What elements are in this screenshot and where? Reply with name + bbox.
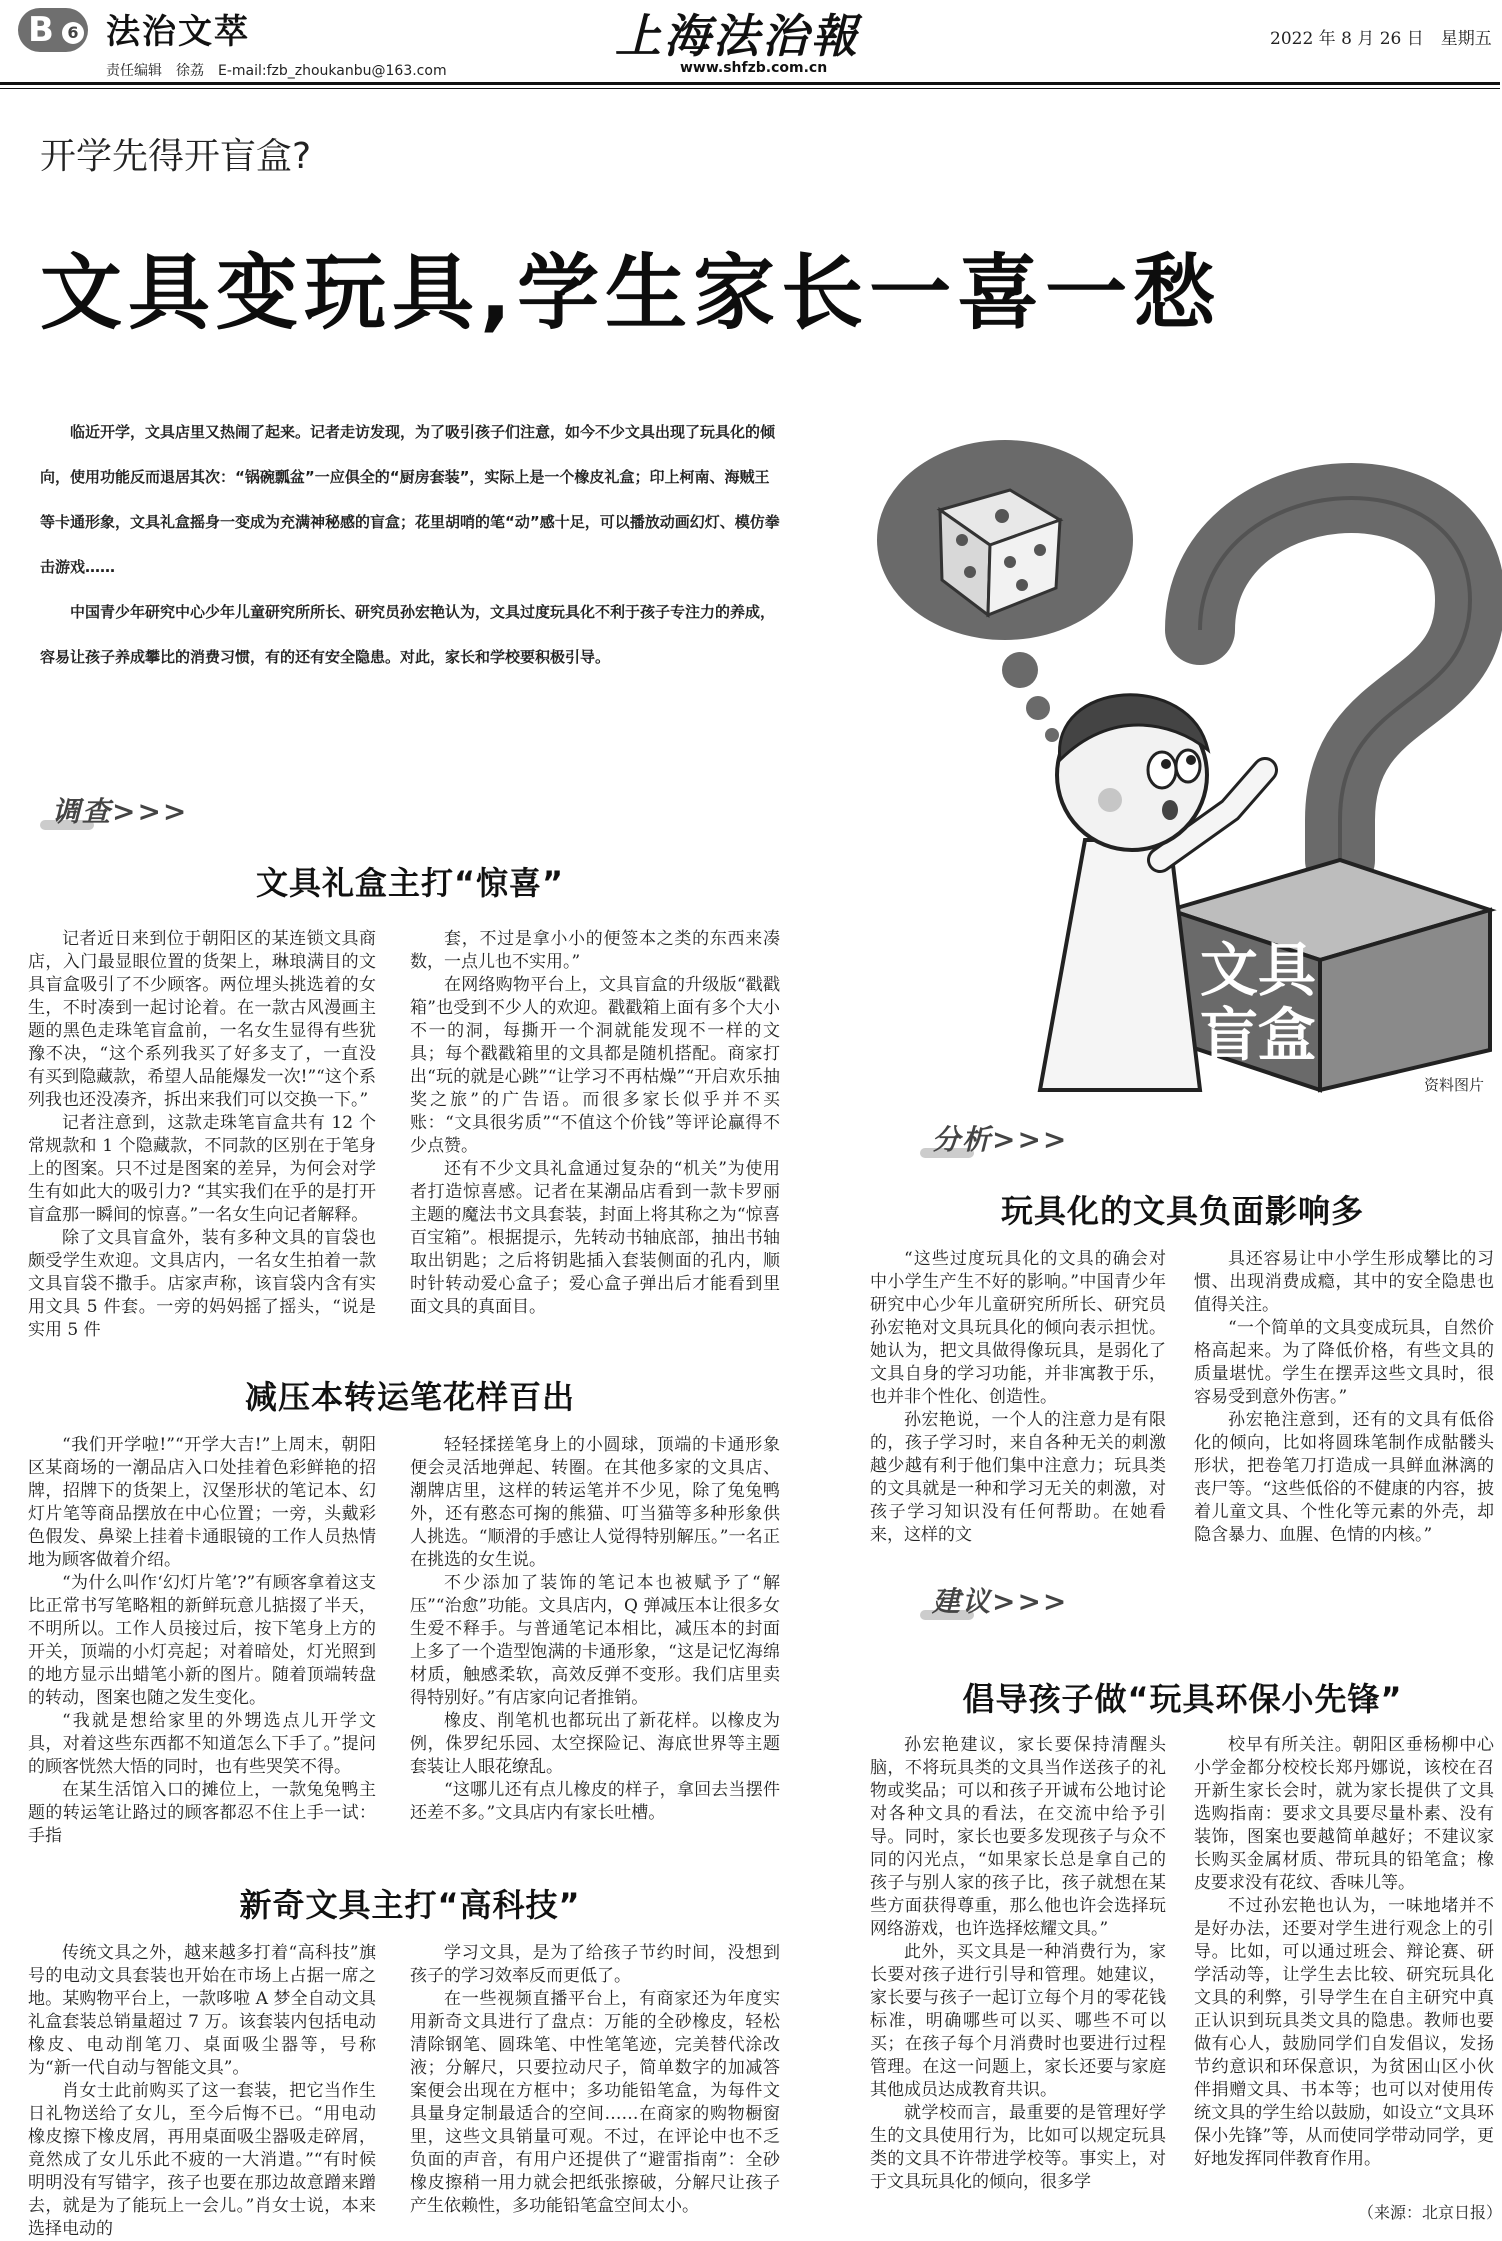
text-column: “这些过度玩具化的文具的确会对中小学生产生不好的影响。”中国青少年研究中心少年儿童研究所所长、研究员孙宏艳对文具玩具化的倾向表示担忧。她认为，把文具做得像玩具，是弱化了文具自身的学习功能，并非寓教于乐，也并非个性化、创造性。 孙宏艳说，一个人的注意力是有限的，孩子学习时，来自各种无关的刺激越少越有利于他们集中注意力；玩具类的文具就是一种和学习无关的刺激，对孩子学习知识没有任何帮助。在她看来，这样的文 bbox=[870, 1249, 1166, 1545]
subhead-4: 玩具化的文具负面影响多 bbox=[1000, 1192, 1364, 1230]
lead-paragraph: 临近开学，文具店里又热闹了起来。记者走访发现，为了吸引孩子们注意，如今不少文具出现了玩具化的倾向，使用功能反而退居其次：“锅碗瓢盆”一应俱全的“厨房套装”，实际上是一个橡皮礼盒；印上柯南、海贼王等卡通形象，文具礼盒摇身一变成为充满神秘感的盲盒；花里胡哨的笔“动”感十足，可以播放动画幻灯、模仿拳击游戏…… bbox=[40, 423, 780, 576]
text-column: 轻轻揉搓笔身上的小圆球，顶端的卡通形象便会灵活地弹起、转圈。在其他多家的文具店、潮牌店里，这样的转运笔并不少见，除了兔兔鸭外，还有憨态可掬的熊猫、叮当猫等多种形象供人挑选。“顺滑的手感让人觉得特别解压。”一名正在挑选的女生说。 不少添加了装饰的笔记本也被赋予了“解压”“治愈”功能。文具店内，Q 弹减压本让很多女生爱不释手。与普通笔记本相比，减压本的封面上多了一个造型饱满的卡通形象，“这是记忆海绵材质，触感柔软，高效反弹不变形。我们店里卖得特别好。”有店家向记者推销。 橡皮、削笔机也都玩出了新花样。以橡皮为例，侏罗纪乐园、太空探险记、海底世界等主题套装让人眼花缭乱。 “这哪儿还有点儿橡皮的样子，拿回去当摆件还差不多。”文具店内有家长吐槽。 bbox=[410, 1435, 780, 1823]
image-credit: 资料图片 bbox=[1424, 1076, 1485, 1094]
subhead-3: 新奇文具主打“高科技” bbox=[239, 1886, 581, 1924]
page-badge bbox=[18, 8, 88, 52]
source-note: （来源：北京日报） bbox=[1358, 2203, 1502, 2222]
section-title: 法治文萃 bbox=[106, 12, 250, 52]
text-column: 记者近日来到位于朝阳区的某连锁文具商店，入门最显眼位置的货架上，琳琅满目的文具盲盒吸引了不少顾客。两位埋头挑选着的女生，不时凑到一起讨论着。在一款古风漫画主题的黑色走珠笔盲盒前，一名女生显得有些犹豫不决，“这个系列我买了好多支了，一直没有买到隐藏款，希望人品能爆发一次!”“这个系列我也还没凑齐，拆出来我们可以交换一下。” 记者注意到，这款走珠笔盲盒共有 12 个常规款和 1 个隐藏款，不同款的区别在于笔身上的图案。只不过是图案的差异，为何会对学生有如此大的吸引力? “其实我们在乎的是打开盲盒那一瞬间的惊喜。”一名女生向记者解释。 除了文具盲盒外，装有多种文具的盲袋也颇受学生欢迎。文具店内，一名女生拍着一款文具盲袋不撒手。店家声称，该盲袋内含有实用文具 5 件套。一旁的妈妈摇了摇头，“说是实用 5 件 bbox=[28, 929, 376, 1340]
article-kicker: 开学先得开盲盒? bbox=[40, 136, 312, 177]
subhead-5: 倡导孩子做“玩具环保小先锋” bbox=[962, 1680, 1403, 1718]
paper-url: www.shfzb.com.cn bbox=[680, 60, 828, 76]
text-column: 学习文具，是为了给孩子节约时间，没想到孩子的学习效率反而更低了。 在一些视频直播平台上，有商家还为年度实用新奇文具进行了盘点：万能的全砂橡皮，轻松清除钢笔、圆珠笔、中性笔笔迹，完美替代涂改液；分解尺，只要拉动尺子，简单数字的加减答案便会出现在方框中；多功能铅笔盒，为每件文具量身定制最适合的空间……在商家的购物橱窗里，这些文具销量可观。不过，在评论中也不乏负面的声音，有用户还提供了“避雷指南”：全砂橡皮擦稍一用力就会把纸张擦破，分解尺让孩子产生依赖性，多功能铅笔盒空间太小。 bbox=[410, 1943, 780, 2216]
text-column: 具还容易让中小学生形成攀比的习惯、出现消费成瘾，其中的安全隐患也值得关注。 “一个简单的文具变成玩具，自然价格高起来。为了降低价格，有些文具的质量堪忧。学生在摆弄这些文具时，很容易受到意外伤害。” 孙宏艳注意到，还有的文具有低俗化的倾向，比如将圆珠笔制作成骷髅头形状，把卷笔刀打造成一具鲜血淋漓的丧尸等。“这些低俗的不健康的内容，披着儿童文具、个性化等元素的外壳，却隐含暴力、血腥、色情的内核。” bbox=[1194, 1249, 1494, 1545]
text-column: 传统文具之外，越来越多打着“高科技”旗号的电动文具套装也开始在市场上占据一席之地。某购物平台上，一款哆啦 A 梦全自动文具礼盒套装总销量超过 7 万。该套装内包括电动橡皮、电动削笔刀、桌面吸尘器等，号称为“新一代自动与智能文具”。 肖女士此前购买了这一套装，把它当作生日礼物送给了女儿，至今后悔不已。“用电动橡皮擦下橡皮屑，再用桌面吸尘器吸走碎屑，竟然成了女儿乐此不疲的一大消遣。”“有时候明明没有写错字，孩子也要在那边故意蹭来蹭去，就是为了能玩上一会儿。”肖女士说，本来选择电动的 bbox=[28, 1943, 376, 2239]
masthead-rule-thin bbox=[0, 88, 1500, 89]
page-number: 6 bbox=[62, 22, 84, 44]
advice-tag: 建议>>> bbox=[932, 1580, 1068, 1620]
lead-paragraph: 中国青少年研究中心少年儿童研究所所长、研究员孙宏艳认为，文具过度玩具化不利于孩子专注力的养成，容易让孩子养成攀比的消费习惯，有的还有安全隐患。对此，家长和学校要积极引导。 bbox=[40, 603, 776, 666]
box-label-line1: 文具 bbox=[1200, 936, 1317, 1004]
issue-date: 2022 年 8 月 26 日 星期五 bbox=[1270, 29, 1492, 49]
masthead-rule bbox=[0, 82, 1500, 85]
analysis-tag: 分析>>> bbox=[932, 1118, 1068, 1158]
text-column: 孙宏艳建议，家长要保持清醒头脑，不将玩具类的文具当作送孩子的礼物或奖品；可以和孩子开诚布公地讨论对各种文具的看法，在交流中给予引导。同时，家长也要多发现孩子与众不同的闪光点，“如果家长总是拿自己的孩子与别人家的孩子比，孩子就想在某些方面获得尊重，那么他也许会选择玩网络游戏，也许选择炫耀文具。” 此外，买文具是一种消费行为，家长要对孩子进行引导和管理。她建议，家长要与孩子一起订立每个月的零花钱标准，明确哪些可以买、哪些不可以买；在孩子每个月消费时也要进行过程管理。在这一问题上，家长还要与家庭其他成员达成教育共识。 就学校而言，最重要的是管理好学生的文具使用行为，比如可以规定玩具类的文具不许带进学校等。事实上，对于文具玩具化的倾向，很多学 bbox=[870, 1735, 1166, 2192]
box-label-line2: 盲盒 bbox=[1200, 1001, 1317, 1069]
subhead-1: 文具礼盒主打“惊喜” bbox=[255, 864, 565, 902]
page-letter: B bbox=[28, 10, 54, 50]
blind-box bbox=[1170, 860, 1490, 1090]
text-column: 套，不过是拿小小的便签本之类的东西来凑数，一点儿也不实用。” 在网络购物平台上，文具盲盒的升级版“戳戳箱”也受到不少人的欢迎。戳戳箱上面有多个大小不一的洞，每撕开一个洞就能发现不一样的文具；每个戳戳箱里的文具都是随机搭配。商家打出“玩的就是心跳”“让学习不再枯燥”“开启欢乐抽奖之旅”的广告语。而很多家长似乎并不买账：“文具很劣质”“不值这个价钱”等评论赢得不少点赞。 还有不少文具礼盒通过复杂的“机关”为使用者打造惊喜感。记者在某潮品店看到一款卡罗丽主题的魔法书文具套装，封面上将其称之为“惊喜百宝箱”。根据提示，先转动书轴底部，抽出书轴取出钥匙；之后将钥匙插入套装侧面的孔内，顺时针转动爱心盒子；爱心盒子弹出后才能看到里面文具的真面目。 bbox=[410, 929, 780, 1317]
article-headline: 文具变玩具,学生家长一喜一愁 bbox=[40, 246, 1222, 341]
cartoon-illustration bbox=[870, 390, 1500, 1090]
subhead-2: 减压本转运笔花样百出 bbox=[244, 1378, 575, 1416]
text-column: “我们开学啦!”“开学大吉!”上周末，朝阳区某商场的一潮品店入口处挂着色彩鲜艳的招牌，招牌下的货架上，汉堡形状的笔记本、幻灯片笔等商品摆放在中心位置；一旁，头戴彩色假发、鼻梁上挂着卡通眼镜的工作人员热情地为顾客做着介绍。 “为什么叫作‘幻灯片笔’?”有顾客拿着这支比正常书写笔略粗的新鲜玩意儿掂掇了半天，不明所以。工作人员接过后，按下笔身上方的开关，顶端的小灯亮起；对着暗处，灯光照到的地方显示出蜡笔小新的图片。随着顶端转盘的转动，图案也随之发生变化。 “我就是想给家里的外甥选点儿开学文具，对着这些东西都不知道怎么下手了。”提问的顾客恍然大悟的同时，也有些哭笑不得。 在某生活馆入口的摊位上，一款兔兔鸭主题的转运笔让路过的顾客都忍不住上手一试：手指 bbox=[28, 1435, 376, 1846]
paper-name: 上海法治報 bbox=[615, 9, 860, 63]
editor-line: 责任编辑 徐荔 E-mail:fzb_zhoukanbu@163.com bbox=[106, 63, 447, 79]
text-column: 校早有所关注。朝阳区垂杨柳中心小学金都分校校长郑丹娜说，该校在召开新生家长会时，就为家长提供了文具选购指南：要求文具要尽量朴素、没有装饰，图案也要越简单越好；不建议家长购买金属材质、带玩具的铅笔盒；橡皮要求没有花纹、香味儿等。 不过孙宏艳也认为，一味地堵并不是好办法，还要对学生进行观念上的引导。比如，可以通过班会、辩论赛、研学活动等，让学生去比较、研究玩具化文具的利弊，引导学生在自主研究中真正认识到玩具类文具的隐患。教师也要做有心人，鼓励同学们自发倡议，发扬节约意识和环保意识，为贫困山区小伙伴捐赠文具、书本等；也可以对使用传统文具的学生给以鼓励，如设立“文具环保小先锋”等，从而使同学带动同学，更好地发挥同伴教育作用。 bbox=[1194, 1735, 1494, 2169]
article-lead bbox=[40, 410, 780, 680]
survey-tag: 调查>>> bbox=[52, 790, 188, 830]
